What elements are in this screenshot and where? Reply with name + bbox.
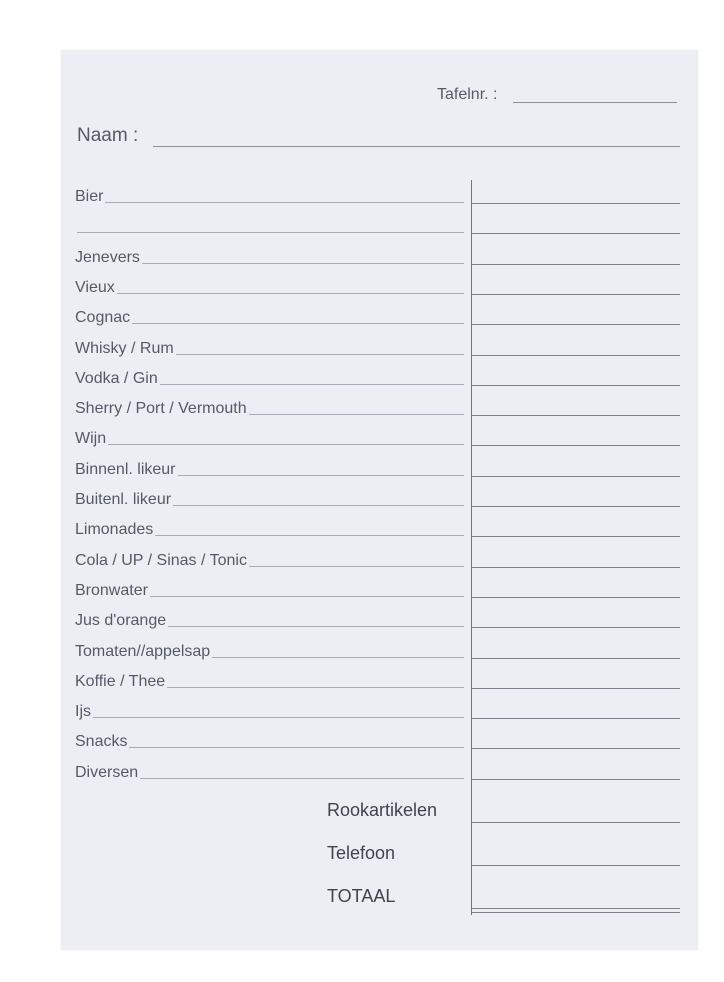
item-amount-field[interactable] [472, 324, 680, 325]
item-row [75, 519, 464, 539]
item-leader-line [105, 202, 464, 203]
item-leader-line [93, 717, 464, 718]
item-leader-line [168, 626, 464, 627]
item-label: Tomaten//appelsap [75, 642, 211, 660]
item-amount-field[interactable] [472, 415, 680, 416]
item-label: Whisky / Rum [75, 339, 174, 357]
amount-column-divider [471, 180, 472, 915]
item-row [75, 368, 464, 388]
item-label: Buitenl. likeur [75, 491, 172, 508]
name-label: Naam : [77, 125, 139, 146]
item-leader-line [249, 566, 464, 567]
item-leader-line [150, 596, 464, 597]
item-label: Vieux [75, 278, 115, 296]
item-amount-field[interactable] [472, 203, 680, 204]
item-leader-line [160, 384, 464, 385]
item-label: Cola / UP / Sinas / Tonic [75, 551, 247, 569]
item-label: Vodka / Gin [75, 369, 158, 387]
item-amount-field[interactable] [472, 355, 680, 356]
item-amount-field[interactable] [472, 445, 680, 446]
item-leader-line [173, 505, 464, 506]
item-leader-line [178, 475, 465, 476]
item-leader-line [140, 778, 464, 779]
item-amount-field[interactable] [472, 476, 680, 477]
item-amount-field[interactable] [472, 688, 680, 689]
item-label: Koffie / Thee [75, 672, 166, 690]
item-amount-field[interactable] [472, 748, 680, 749]
phone-label: Telefoon [327, 843, 396, 863]
total-amount-field[interactable] [472, 908, 680, 909]
item-leader-line [77, 232, 464, 233]
bar-order-form [61, 50, 698, 950]
item-amount-field[interactable] [472, 536, 680, 537]
item-label: Sherry / Port / Vermouth [75, 400, 247, 418]
item-row [75, 762, 464, 782]
item-leader-line [176, 354, 464, 355]
item-label: Cognac [75, 309, 131, 327]
item-leader-line [142, 263, 464, 264]
item-amount-field[interactable] [472, 264, 680, 265]
item-row [75, 580, 464, 600]
item-leader-line [167, 687, 464, 688]
item-amount-field[interactable] [472, 779, 680, 780]
item-row [75, 550, 464, 570]
item-leader-line [155, 535, 464, 536]
item-leader-line [108, 444, 464, 445]
item-row [75, 398, 464, 418]
item-row [75, 186, 464, 206]
item-label: Limonades [75, 521, 154, 539]
total-label: TOTAAL [327, 886, 396, 906]
item-leader-line [212, 657, 464, 658]
phone-amount-field[interactable] [472, 865, 680, 866]
item-amount-field[interactable] [472, 627, 680, 628]
item-row [75, 428, 464, 448]
item-label: Binnenl. likeur [75, 460, 176, 478]
item-label: Bier [75, 188, 104, 205]
table-number-label: Tafelnr. : [437, 86, 498, 103]
item-amount-field[interactable] [472, 567, 680, 568]
item-label: Snacks [75, 733, 128, 751]
item-amount-field[interactable] [472, 506, 680, 507]
item-leader-line [129, 747, 464, 748]
item-row [75, 671, 464, 691]
item-amount-field[interactable] [472, 658, 680, 659]
item-row [75, 610, 464, 630]
item-label: Bronwater [75, 581, 148, 599]
item-leader-line [249, 414, 464, 415]
item-amount-field[interactable] [472, 385, 680, 386]
item-leader-line [117, 293, 464, 294]
item-amount-field[interactable] [472, 233, 680, 234]
smoking-articles-amount-field[interactable] [472, 822, 680, 823]
item-label: Wijn [75, 430, 107, 448]
smoking-articles-label: Rookartikelen [327, 800, 438, 820]
item-row [75, 459, 464, 479]
item-row [75, 641, 464, 661]
table-number-field[interactable] [513, 102, 677, 103]
item-row [75, 247, 464, 267]
item-amount-field[interactable] [472, 718, 680, 719]
name-field[interactable] [153, 146, 680, 147]
item-row [75, 338, 464, 358]
item-label: Jus d'orange [75, 612, 167, 630]
item-row [75, 701, 464, 721]
item-label: Diversen [75, 763, 139, 781]
item-label: Jenevers [75, 248, 140, 266]
item-row [75, 307, 464, 327]
total-double-underline [472, 912, 680, 913]
item-row [75, 277, 464, 297]
item-label: Ijs [75, 703, 91, 721]
item-row [75, 216, 464, 236]
item-row [75, 731, 464, 751]
item-amount-field[interactable] [472, 597, 680, 598]
item-leader-line [132, 323, 464, 324]
item-amount-field[interactable] [472, 294, 680, 295]
item-row [75, 489, 464, 509]
